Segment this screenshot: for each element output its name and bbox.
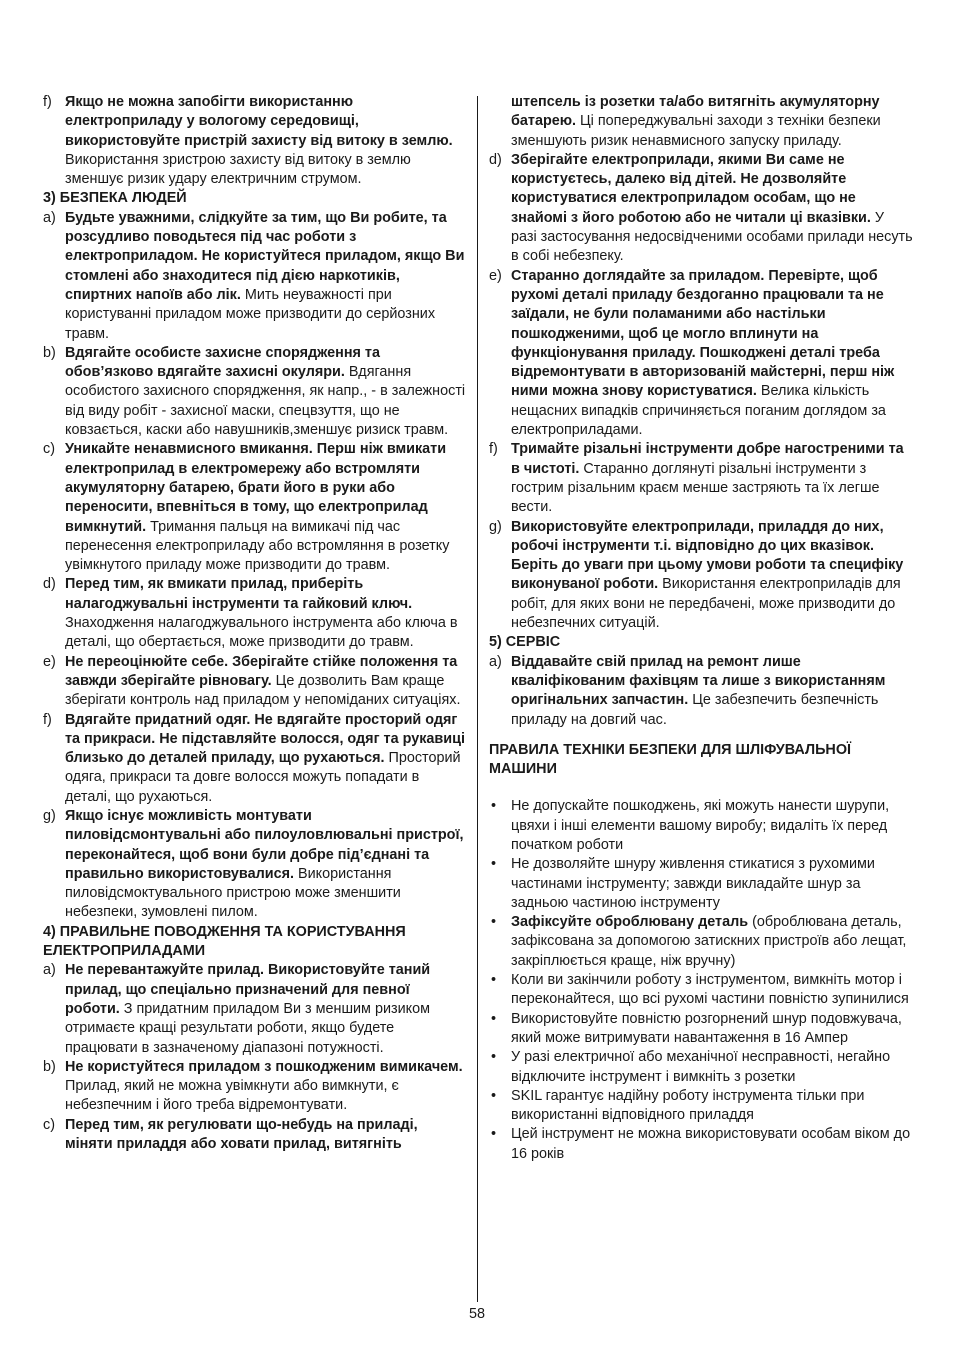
right-column <box>489 93 913 1164</box>
list-item <box>43 711 466 807</box>
bullet-text <box>511 1048 913 1087</box>
normal-text: Це дозволить Вам краще зберігати контроль над приладом у непоміданих ситуаціях. <box>65 672 461 709</box>
item-label: g) <box>43 807 56 824</box>
item-text <box>511 518 913 634</box>
normal-text: Використовуйте повністю розгорнений шнур подовжувача, який може витримувати навантаження в 16 Ампер <box>511 1010 902 1046</box>
normal-text: Вдягання особистого захисного спорядження, як напр., - в залежності від виду робіт - захисної маски, спецвзуття, що не ковзається, каски або навушників,зменшує ризиск травм. <box>65 364 466 439</box>
item-text <box>65 653 466 711</box>
item-text <box>511 267 913 441</box>
normal-text: Використання електроприладів для робіт, для яких вони не передбачені, може призводити до небезпечних ситуацій. <box>511 576 901 632</box>
list-item <box>43 807 466 923</box>
section-title: 3) БЕЗПЕКА ЛЮДЕЙ <box>43 190 187 207</box>
item-text <box>65 209 466 344</box>
bullet-text <box>511 971 913 1010</box>
normal-text: Цей інструмент не можна використовувати особам віком до 16 років <box>511 1126 911 1162</box>
bullet-item <box>489 913 913 971</box>
continued-text <box>489 93 913 151</box>
bold-text: Зберігайте електроприлади, якими Ви саме не користуєтесь, далеко від дітей. Не дозволяйте користуватися електроприладом особам, що не знайомі з його роботою або не читали ці вказівки. <box>511 151 871 226</box>
normal-text: Велика кількість нещасних випадків спричиняється поганим доглядом за електроприладами. <box>511 383 886 439</box>
bullet-glyph: • <box>491 856 497 873</box>
item-label: c) <box>43 1116 55 1133</box>
bullet-text <box>511 1010 913 1049</box>
item-label: e) <box>489 267 502 284</box>
bullet-item <box>489 1125 913 1164</box>
item-text <box>65 1116 466 1155</box>
bold-text: Перед тим, як регулювати що-небудь на приладі, міняти приладдя або ховати прилад, витягніть <box>65 1116 418 1153</box>
bold-text: штепсель із розетки та/або витягніть акумуляторну батарею. <box>511 94 880 130</box>
normal-text: Не допускайте пошкоджень, які можуть нанести шурупи, цвяхи і інші елементи вашому виробу; видаліть їх перед початком роботи <box>511 798 890 853</box>
normal-text: Використання пиловідсмоктувального пристрою може зменшити небезпеки, зумовлені пилом. <box>65 865 401 921</box>
normal-text: Прилад, який не можна увімкнути або вимкнути, є небезпечним і його треба відремонтувати. <box>65 1078 399 1114</box>
normal-text: У разі електричної або механічної несправності, негайно відключите інструмент і вимкніть з розетки <box>511 1049 891 1085</box>
item-label: a) <box>43 962 56 979</box>
normal-text: Не дозволяйте шнуру живлення стикатися з рухомими частинами інструменту; завжди викладайте шнур за задньою частиною інструменту <box>511 856 875 911</box>
left-column <box>43 93 466 1154</box>
bullet-item <box>489 855 913 913</box>
normal-text: З придатним приладом Ви з меншим ризиком отримаєте кращі результати роботи, якщо будете працювати в зазначеному діапазоні потужності. <box>65 1000 430 1056</box>
bullet-item <box>489 1048 913 1087</box>
bullet-item <box>489 971 913 1010</box>
item-text <box>65 93 466 189</box>
item-label: b) <box>43 1058 56 1075</box>
section-heading: ПРАВИЛА ТЕХНІКИ БЕЗПЕКИ ДЛЯ ШЛІФУВАЛЬНОЇ МАШИНИ <box>489 741 851 778</box>
bold-text: Якщо існує можливість монтувати пиловідсмонтувальні або пилоуловлювальні пристрої, переконайтеся, щоб вони були добре під’єднані та правильно використовувалися. <box>65 807 464 882</box>
bold-text: Вдягайте особисте захисне спорядження та обов’язково вдягайте захисні окуляри. <box>65 344 380 381</box>
item-text <box>65 807 466 923</box>
bold-text: Старанно доглядайте за приладом. Перевірте, щоб рухомі деталі приладу бездоганно працювали та не заїдали, не були поламаними або настільки пошкодженими, щоб це могло вплинути на функціонування приладу. Пошкоджені деталі треба відремонтувати в авторизованій майстерні, перш ніж ними можна знову користуватися. <box>511 267 895 400</box>
bold-text: Тримайте різальні інструменти добре нагостреними та в чистоті. <box>511 441 904 477</box>
list-item <box>43 653 466 711</box>
item-text <box>65 440 466 575</box>
item-text <box>65 711 466 807</box>
item-text <box>511 653 913 730</box>
bullet-text <box>511 913 913 971</box>
list-item <box>489 151 913 267</box>
bullet-glyph: • <box>491 972 497 989</box>
list-item <box>43 93 466 189</box>
normal-text: Просторий одяга, прикраси та довге волосся можуть попадати в деталі, що рухаються. <box>65 750 461 805</box>
bullet-text <box>511 797 913 855</box>
bullet-text <box>511 855 913 913</box>
item-label: a) <box>489 653 502 670</box>
item-text <box>511 151 913 267</box>
item-label: g) <box>489 518 502 535</box>
item-label: f) <box>43 711 52 728</box>
item-label: e) <box>43 653 56 670</box>
bullet-glyph: • <box>491 1049 497 1066</box>
normal-text: Мить неуважності при користуванні приладом може призводити до серйозних травм. <box>65 286 436 342</box>
item-text <box>65 1058 466 1116</box>
bullet-glyph: • <box>491 798 497 815</box>
bold-text: Вдягайте придатний одяг. Не вдягайте просторий одяг та прикраси. Не підставляйте волосся, одяг та рукавиці близько до деталей приладу, що рухаються. <box>65 711 465 767</box>
normal-text: (оброблювана деталь, зафіксована за допомогою затискних пристроїв або лещат, закріплюється краще, ніж вручну) <box>511 914 907 969</box>
normal-text: У разі застосування недосвідченими особами прилади несуть в собі небезпеку. <box>511 209 913 265</box>
item-label: f) <box>43 94 52 110</box>
item-label: a) <box>43 209 56 226</box>
item-text <box>511 440 913 517</box>
item-label: b) <box>43 344 56 361</box>
list-item <box>489 653 913 730</box>
bold-text: Якщо не можна запобігти використанню електроприладу у вологому середовищі, використовуйте пристрій захисту від витоку в землю. <box>65 94 453 149</box>
bold-text: Не переоцінюйте себе. Зберігайте стійке положення та завжди зберігайте рівновагу. <box>65 653 458 689</box>
normal-text: Коли ви закінчили роботу з інструментом, вимкніть мотор і переконайтеся, що всі рухомі частини повністю зупинилися <box>511 972 909 1008</box>
normal-text: Старанно доглянуті різальні інструменти з гострим різальним краєм менше застряють та їх легше вести. <box>511 460 880 516</box>
bold-text: Не користуйтеся приладом з пошкодженим вимикачем. <box>65 1058 463 1075</box>
list-item <box>489 518 913 634</box>
bullet-item <box>489 797 913 855</box>
bullet-glyph: • <box>491 1087 497 1104</box>
bold-text: Віддавайте свій прилад на ремонт лише кваліфікованим фахівцям та лише з використанням оригінальних запчастин. <box>511 653 886 709</box>
normal-text: Це забезпечить безпечність приладу на довгий час. <box>511 692 879 728</box>
bullet-text <box>511 1125 913 1164</box>
list-item <box>489 440 913 517</box>
normal-text: Знаходження налагоджувального інструмента або ключа в деталі, що обертається, може призводити до травм. <box>65 615 458 651</box>
item-text <box>65 344 466 440</box>
bold-text: Не перевантажуйте прилад. Використовуйте таний прилад, що спеціально призначений для певної роботи. <box>65 962 431 1017</box>
column-divider <box>477 96 478 1302</box>
bold-text: Будьте уважними, слідкуйте за тим, що Ви робите, та розсудливо поводьтеся під час роботи з електроприладом. Не користуйтеся приладом, якщо Ви стомлені або знаходитеся під дією наркотиків, спиртних напоїв або лік. <box>65 209 465 303</box>
list-item <box>43 440 466 575</box>
bullet-item <box>489 1087 913 1126</box>
list-item <box>489 267 913 441</box>
list-item <box>43 1058 466 1116</box>
bold-text: Використовуйте електроприлади, приладдя до них, робочі інструменти т.і. відповідно до цих вказівок. Беріть до уваги при цьому умови роботи та специфіку виконуваної роботи. <box>511 518 904 593</box>
item-label: d) <box>43 576 56 593</box>
bullet-item <box>489 1010 913 1049</box>
normal-text: Використання зристрою захисту від витоку в землю зменшує ризик удару електричним струмом. <box>65 151 411 188</box>
section-title: 4) ПРАВИЛЬНЕ ПОВОДЖЕННЯ ТА КОРИСТУВАННЯ ЕЛЕКТРОПРИЛАДАМИ <box>43 923 406 960</box>
item-label: c) <box>43 441 55 458</box>
bullet-text <box>511 1087 913 1126</box>
page-number: 58 <box>468 1306 485 1322</box>
list-item <box>43 961 466 1057</box>
item-text <box>65 575 466 652</box>
bold-text: Уникайте ненавмисного вмикання. Перш ніж вмикати електроприлад в електромережу або встромляти акумуляторну батарею, брати його в руки або переносити, впевніться в тому, що електроприлад вимкнутий. <box>65 441 447 535</box>
list-item <box>43 344 466 440</box>
item-text <box>65 961 466 1057</box>
normal-text: Тримання пальця на вимикачі під час перенесення електроприладу або встромляння в розетку увімкнутого приладу може призводити до травм. <box>65 518 450 574</box>
list-item <box>43 1116 466 1155</box>
normal-text: Ці попереджувальні заходи з техніки безпеки зменшують ризик ненавмисного запуску приладу. <box>511 113 881 149</box>
bold-text: Зафіксуйте оброблювану деталь <box>511 914 749 931</box>
item-label: f) <box>489 441 498 458</box>
bullet-glyph: • <box>491 1010 497 1027</box>
item-label: d) <box>489 151 502 168</box>
list-item <box>43 209 466 344</box>
normal-text: SKIL гарантує надійну роботу інструмента тільки при використанні відповідного приладдя <box>511 1087 865 1124</box>
bold-text: Перед тим, як вмикати прилад, приберіть налагоджувальні інструменти та гайковий ключ. <box>65 576 413 612</box>
bullet-glyph: • <box>491 914 497 931</box>
list-item <box>43 575 466 652</box>
bullet-glyph: • <box>491 1126 497 1143</box>
section-title: 5) СЕРВІС <box>489 634 561 651</box>
